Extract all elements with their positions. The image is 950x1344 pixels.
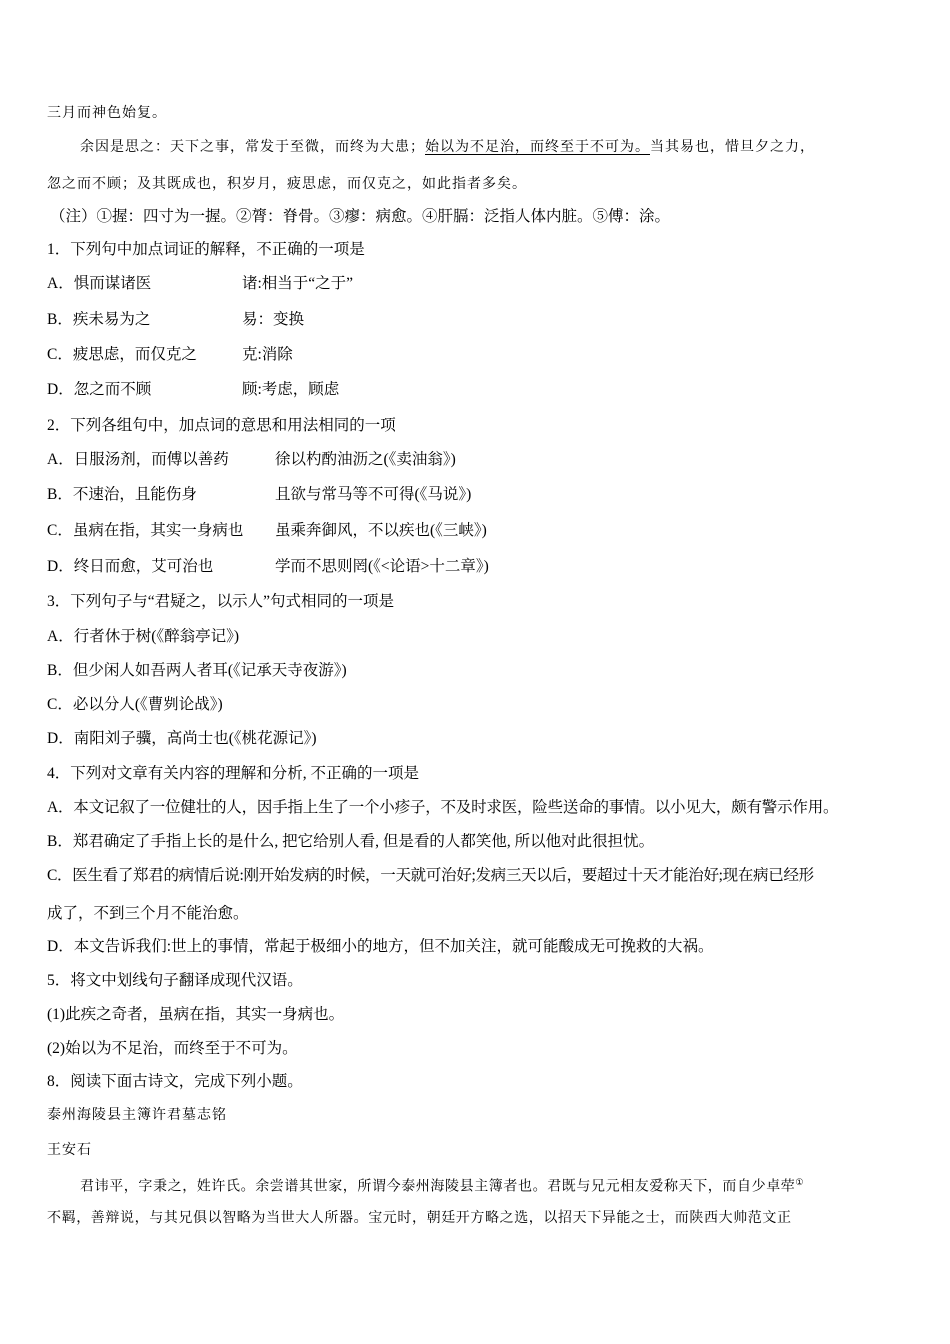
option-gloss: 易：变换 [242, 311, 305, 328]
question-4-option-c-continued: 成了，不到三个月不能治愈。 [47, 905, 249, 922]
option-pair: 学而不思则罔(《<论语>十二章》) [275, 558, 489, 575]
underlined-sentence: 始以为不足治，而终至于不可为。 [425, 139, 650, 155]
passage-author: 王安石 [47, 1142, 92, 1158]
passage-2-line-1 [80, 1173, 910, 1197]
footnote-marker: ① [795, 1178, 805, 1188]
option-pair: 虽乘奔御风，不以疾也(《三峡》) [275, 522, 487, 539]
question-4-option-b: B．郑君确定了手指上长的是什么, 把它给别人看, 但是看的人都笑他, 所以他对此很担忧。 [47, 833, 655, 850]
question-2-option-b [47, 485, 910, 505]
question-3-option-c: C．必以分人(《曹刿论战》) [47, 696, 223, 713]
passage-closing-line: 三月而神色始复。 [47, 105, 167, 121]
option-label: C．疲思虑，而仅克之 [47, 346, 197, 363]
option-label: A．日服汤剂，而傅以善药 [47, 451, 229, 468]
passage-text: 当其易也，惜旦夕之力， [650, 139, 815, 155]
question-4-option-a: A．本文记叙了一位健壮的人，因手指上生了一个小疹子，不及时求医，险些送命的事情。以小见大，颇有警示作用。 [47, 799, 839, 816]
question-2-option-d [47, 557, 910, 577]
passage-title: 泰州海陵县主簿许君墓志铭 [47, 1107, 227, 1123]
passage-paragraph-line-2: 忽之而不顾；及其既成也，积岁月，疲思虑，而仅克之，如此指者多矣。 [47, 176, 527, 192]
passage-text: 君讳平，字秉之，姓许氏。余尝谱其世家，所谓今泰州海陵县主簿者也。君既与兄元相友爱称天下，而自少卓荦 [80, 1178, 796, 1195]
question-5-item-2: (2)始以为不足治，而终至于不可为。 [47, 1040, 298, 1057]
option-gloss: 顾:考虑，顾虑 [242, 381, 340, 398]
passage-2-line-2: 不羁，善辩说，与其兄俱以智略为当世大人所器。宝元时，朝廷开方略之选，以招天下异能之士，而陕西大帅范文正 [47, 1210, 792, 1226]
question-2-option-a [47, 450, 910, 470]
question-3-option-d: D．南阳刘子骥，高尚士也(《桃花源记》) [47, 730, 317, 747]
question-1-stem: 1．下列句中加点词证的解释，不正确的一项是 [47, 241, 365, 258]
question-4-option-d: D．本文告诉我们:世上的事情，常起于极细小的地方，但不加关注，就可能酸成无可挽救的大祸。 [47, 938, 714, 955]
question-8-stem: 8．阅读下面古诗文，完成下列小题。 [47, 1073, 303, 1090]
option-label: D．忽之而不顾 [47, 381, 152, 398]
passage-text: 余因是思之：天下之事，常发于至微，而终为大患； [80, 139, 425, 155]
question-2-stem: 2．下列各组句中，加点词的意思和用法相同的一项 [47, 417, 396, 434]
option-label: B．不速治，且能伤身 [47, 486, 197, 503]
option-label: A．惧而谋诸医 [47, 275, 152, 292]
option-label: D．终日而愈，艾可治也 [47, 558, 214, 575]
option-gloss: 诸:相当于“之于” [242, 275, 354, 292]
option-pair: 且欲与常马等不可得(《马说》) [275, 486, 472, 503]
question-2-option-c [47, 521, 910, 541]
question-1-option-a [47, 274, 910, 294]
question-4-option-c: C．医生看了郑君的病情后说:刚开始发病的时候，一天就可治好;发病三天以后，要超过十天才能治好;现在病已经形 [47, 867, 814, 884]
question-1-option-b [47, 310, 910, 330]
question-1-option-d [47, 380, 910, 400]
question-3-option-a: A．行者休于树(《醉翁亭记》) [47, 628, 240, 645]
option-pair: 徐以杓酌油沥之(《卖油翁》) [275, 451, 456, 468]
option-label: C．虽病在指，其实一身病也 [47, 522, 244, 539]
passage-paragraph-line-1 [80, 137, 910, 157]
option-label: B．疾未易为之 [47, 311, 151, 328]
annotation-note: （注）①握：四寸为一握。②膂：脊骨。③瘳：病愈。④肝膈：泛指人体内脏。⑤傅：涂。 [50, 208, 671, 225]
question-1-option-c [47, 345, 910, 365]
question-5-stem: 5．将文中划线句子翻译成现代汉语。 [47, 972, 303, 989]
question-4-stem: 4．下列对文章有关内容的理解和分析, 不正确的一项是 [47, 765, 420, 782]
question-3-stem: 3．下列句子与“君疑之，以示人”句式相同的一项是 [47, 593, 395, 610]
option-gloss: 克:消除 [242, 346, 293, 363]
question-3-option-b: B．但少闲人如吾两人者耳(《记承天寺夜游》) [47, 662, 347, 679]
question-5-item-1: (1)此疾之奇者，虽病在指，其实一身病也。 [47, 1006, 345, 1023]
